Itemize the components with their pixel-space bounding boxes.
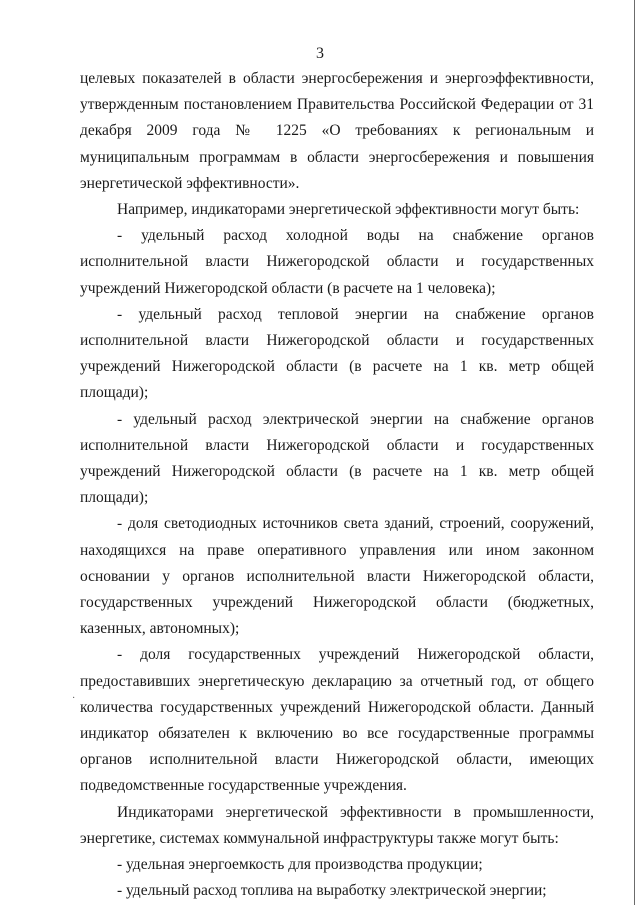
scan-mark: · bbox=[72, 693, 76, 704]
list-item: - удельный расход электрической энергии на снабжение органов исполнительной власти Нижегородской области и государственных учреждений Нижегородской области (в расчете на 1 кв. метр общей площади); bbox=[80, 410, 594, 507]
list-item: - удельная энергоемкость для производства продукции; bbox=[117, 856, 483, 874]
paragraph-2: Например, индикаторами энергетической эффективности могут быть: bbox=[117, 201, 580, 219]
list-item: - доля государственных учреждений Нижегородской области, предоставивших энергетическую декларацию за отчетный год, от общего количества государственных учреждений Нижегородской области. Данный индикатор обязателен к включению во все государственные программы органов исполнительной власти Нижегородской области, имеющих подведомственные государственные учреждения. bbox=[80, 646, 594, 795]
list-item: - удельный расход топлива на выработку электрической энергии; bbox=[117, 882, 547, 900]
document-body bbox=[80, 66, 594, 905]
list-item: - удельный расход тепловой энергии на снабжение органов исполнительной власти Нижегородской области и государственных учреждений Нижегородской области (в расчете на 1 кв. метр общей площади); bbox=[80, 305, 594, 402]
page-number: 3 bbox=[316, 45, 324, 62]
list-item: - удельный расход холодной воды на снабжение органов исполнительной власти Нижегородской области и государственных учреждений Нижегородской области (в расчете на 1 человека); bbox=[80, 227, 594, 297]
paragraph-1: целевых показателей в области энергосбережения и энергоэффективности, утвержденным постановлением Правительства Российской Федерации от 31 декабря 2009 года № 1225 «О требованиях к региональным и муниципальным программам в области энергосбережения и повышения энергетической эффективности». bbox=[80, 70, 594, 192]
list-item: - доля светодиодных источников света зданий, строений, сооружений, находящихся на праве оперативного управления или ином законном основании у органов исполнительной власти Нижегородской области, государственных учреждений Нижегородской области (бюджетных, казенных, автономных); bbox=[80, 515, 594, 638]
page-edge-shadow bbox=[634, 0, 635, 905]
paragraph-8: Индикаторами энергетической эффективности в промышленности, энергетике, системах коммунальной инфраструктуры также могут быть: bbox=[80, 803, 594, 847]
